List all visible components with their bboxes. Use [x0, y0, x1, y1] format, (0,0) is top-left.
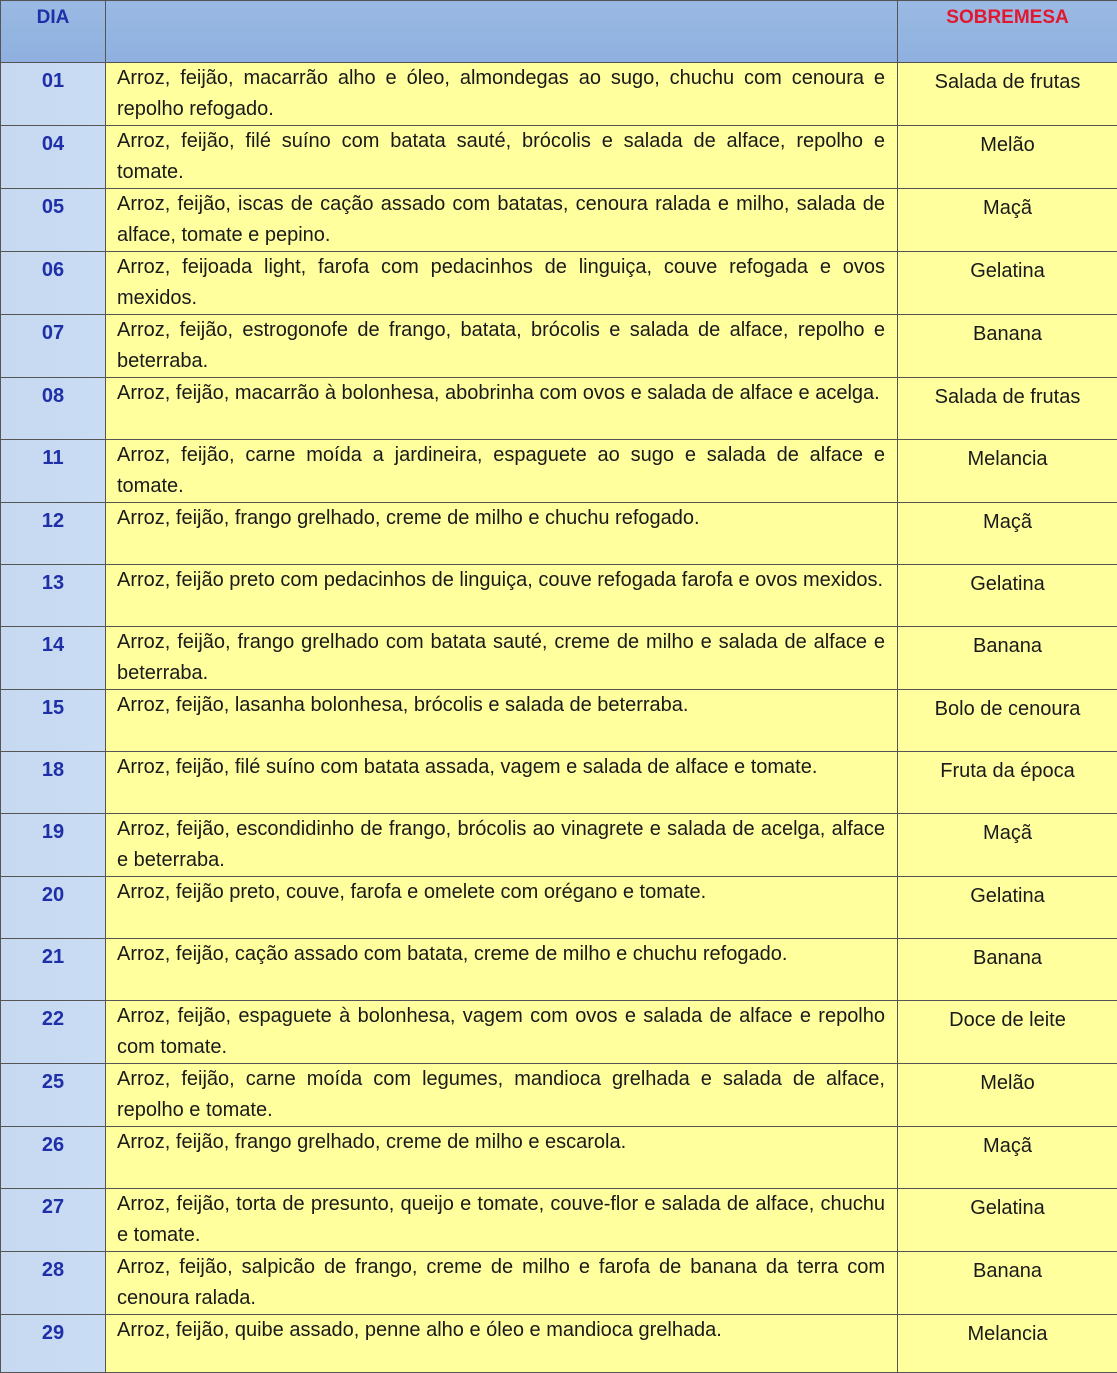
table-row	[1, 1001, 1117, 1064]
day-cell: 27	[1, 1189, 106, 1252]
table-row	[1, 1127, 1117, 1189]
day-cell: 12	[1, 503, 106, 565]
table-row	[1, 440, 1117, 503]
dessert-cell: Melão	[898, 1064, 1117, 1127]
day-cell: 21	[1, 939, 106, 1001]
dish-cell: Arroz, feijoada light, farofa com pedacinhos de linguiça, couve refogada e ovos mexidos.	[106, 252, 898, 315]
dish-cell: Arroz, feijão preto com pedacinhos de linguiça, couve refogada farofa e ovos mexidos.	[106, 565, 898, 627]
dish-cell: Arroz, feijão, cação assado com batata, creme de milho e chuchu refogado.	[106, 939, 898, 1001]
table-row	[1, 627, 1117, 690]
day-cell: 14	[1, 627, 106, 690]
day-cell: 13	[1, 565, 106, 627]
header-row	[1, 1, 1117, 63]
table-row	[1, 126, 1117, 189]
dish-cell: Arroz, feijão, carne moída com legumes, mandioca grelhada e salada de alface, repolho e tomate.	[106, 1064, 898, 1127]
header-sobremesa: SOBREMESA	[898, 1, 1117, 63]
table-row	[1, 378, 1117, 440]
day-cell: 25	[1, 1064, 106, 1127]
dish-cell: Arroz, feijão, carne moída a jardineira, espaguete ao sugo e salada de alface e tomate.	[106, 440, 898, 503]
dessert-cell: Gelatina	[898, 1189, 1117, 1252]
dish-cell: Arroz, feijão, filé suíno com batata sauté, brócolis e salada de alface, repolho e tomate.	[106, 126, 898, 189]
dish-cell: Arroz, feijão, frango grelhado, creme de milho e escarola.	[106, 1127, 898, 1189]
dish-cell: Arroz, feijão, lasanha bolonhesa, brócolis e salada de beterraba.	[106, 690, 898, 752]
dessert-cell: Banana	[898, 315, 1117, 378]
table-row	[1, 877, 1117, 939]
header-dia: DIA	[1, 1, 106, 63]
table-row	[1, 814, 1117, 877]
dessert-cell: Bolo de cenoura	[898, 690, 1117, 752]
dessert-cell: Maçã	[898, 814, 1117, 877]
header-prato	[106, 1, 898, 63]
dish-cell: Arroz, feijão, frango grelhado com batata sauté, creme de milho e salada de alface e beterraba.	[106, 627, 898, 690]
day-cell: 19	[1, 814, 106, 877]
dessert-cell: Salada de frutas	[898, 378, 1117, 440]
table-row	[1, 690, 1117, 752]
table-row	[1, 1064, 1117, 1127]
dish-cell: Arroz, feijão, filé suíno com batata assada, vagem e salada de alface e tomate.	[106, 752, 898, 814]
table-row	[1, 315, 1117, 378]
dessert-cell: Doce de leite	[898, 1001, 1117, 1064]
table-row	[1, 565, 1117, 627]
dessert-cell: Maçã	[898, 503, 1117, 565]
dish-cell: Arroz, feijão, torta de presunto, queijo e tomate, couve-flor e salada de alface, chuchu e tomate.	[106, 1189, 898, 1252]
dish-cell: Arroz, feijão, espaguete à bolonhesa, vagem com ovos e salada de alface e repolho com tomate.	[106, 1001, 898, 1064]
day-cell: 11	[1, 440, 106, 503]
menu-body	[1, 63, 1117, 1373]
dish-cell: Arroz, feijão, macarrão à bolonhesa, abobrinha com ovos e salada de alface e acelga.	[106, 378, 898, 440]
table-row	[1, 252, 1117, 315]
dish-cell: Arroz, feijão, escondidinho de frango, brócolis ao vinagrete e salada de acelga, alface e beterraba.	[106, 814, 898, 877]
dessert-cell: Salada de frutas	[898, 63, 1117, 126]
dessert-cell: Gelatina	[898, 252, 1117, 315]
dessert-cell: Maçã	[898, 1127, 1117, 1189]
day-cell: 20	[1, 877, 106, 939]
day-cell: 05	[1, 189, 106, 252]
dessert-cell: Banana	[898, 1252, 1117, 1315]
dessert-cell: Fruta da época	[898, 752, 1117, 814]
day-cell: 15	[1, 690, 106, 752]
table-row	[1, 1252, 1117, 1315]
dish-cell: Arroz, feijão, macarrão alho e óleo, almondegas ao sugo, chuchu com cenoura e repolho refogado.	[106, 63, 898, 126]
dish-cell: Arroz, feijão, salpicão de frango, creme de milho e farofa de banana da terra com cenoura ralada.	[106, 1252, 898, 1315]
day-cell: 28	[1, 1252, 106, 1315]
day-cell: 04	[1, 126, 106, 189]
dessert-cell: Banana	[898, 939, 1117, 1001]
table-row	[1, 503, 1117, 565]
dessert-cell: Maçã	[898, 189, 1117, 252]
table-row	[1, 189, 1117, 252]
day-cell: 06	[1, 252, 106, 315]
table-row	[1, 1315, 1117, 1373]
dessert-cell: Melancia	[898, 440, 1117, 503]
dessert-cell: Melão	[898, 126, 1117, 189]
table-row	[1, 752, 1117, 814]
day-cell: 08	[1, 378, 106, 440]
dessert-cell: Banana	[898, 627, 1117, 690]
dish-cell: Arroz, feijão, frango grelhado, creme de milho e chuchu refogado.	[106, 503, 898, 565]
table-row	[1, 1189, 1117, 1252]
dish-cell: Arroz, feijão, iscas de cação assado com batatas, cenoura ralada e milho, salada de alface, tomate e pepino.	[106, 189, 898, 252]
dish-cell: Arroz, feijão, estrogonofe de frango, batata, brócolis e salada de alface, repolho e beterraba.	[106, 315, 898, 378]
dessert-cell: Melancia	[898, 1315, 1117, 1373]
day-cell: 26	[1, 1127, 106, 1189]
dessert-cell: Gelatina	[898, 565, 1117, 627]
day-cell: 29	[1, 1315, 106, 1373]
day-cell: 18	[1, 752, 106, 814]
dish-cell: Arroz, feijão, quibe assado, penne alho e óleo e mandioca grelhada.	[106, 1315, 898, 1373]
day-cell: 01	[1, 63, 106, 126]
day-cell: 07	[1, 315, 106, 378]
day-cell: 22	[1, 1001, 106, 1064]
table-row	[1, 939, 1117, 1001]
table-row	[1, 63, 1117, 126]
dessert-cell: Gelatina	[898, 877, 1117, 939]
dish-cell: Arroz, feijão preto, couve, farofa e omelete com orégano e tomate.	[106, 877, 898, 939]
